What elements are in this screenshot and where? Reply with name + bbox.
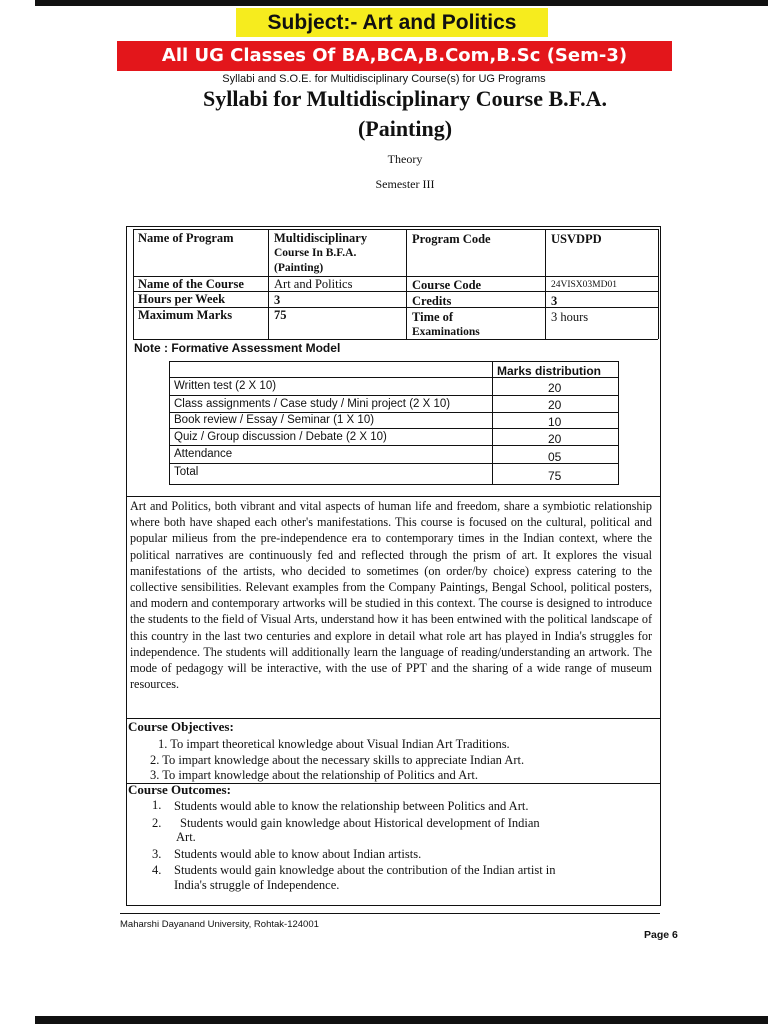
objective-item: 2. To impart knowledge about the necessary skills to appreciate Indian Art. — [150, 753, 525, 767]
time-of-exam-value: 3 hours — [551, 310, 589, 324]
course-name-value: Art and Politics — [274, 277, 353, 291]
assessment-row-marks: 20 — [548, 432, 562, 446]
footer-page-number: Page 6 — [644, 929, 678, 941]
marks-distribution-header: Marks distribution — [497, 364, 602, 378]
credits-label: Credits — [412, 294, 452, 308]
assessment-row-label: Attendance — [174, 448, 233, 460]
time-of-exam-label-1: Time of — [412, 310, 454, 324]
outcome-item: Students would able to know about Indian artists. — [174, 847, 422, 861]
outcome-item-continued: India's struggle of Independence. — [174, 878, 340, 892]
assessment-row-label: Written test (2 X 10) — [174, 380, 277, 392]
assessment-row-marks: 20 — [548, 398, 562, 412]
assessment-row-marks: 05 — [548, 450, 562, 464]
outcome-item: Students would gain knowledge about the contribution of the Indian artist in — [174, 863, 556, 877]
assessment-row-marks: 20 — [548, 381, 562, 395]
hours-label: Hours per Week — [138, 292, 226, 306]
name-of-program-label: Name of Program — [138, 231, 234, 245]
outcome-number: 4. — [152, 863, 162, 877]
syllabi-subheader: Syllabi and S.O.E. for Multidisciplinary Course(s) for UG Programs — [222, 73, 546, 85]
assessment-row-marks: 75 — [548, 469, 562, 483]
footer-university: Maharshi Dayanand University, Rohtak-124001 — [120, 919, 319, 930]
time-of-exam-label-2: Examinations — [412, 326, 480, 338]
page-title-line1: Syllabi for Multidisciplinary Course B.F.A. — [203, 86, 607, 111]
theory-label: Theory — [387, 152, 423, 166]
page-title-line2: (Painting) — [357, 116, 453, 141]
outcome-number: 3. — [152, 847, 162, 861]
assessment-row-label: Class assignments / Case study / Mini project (2 X 10) — [174, 398, 451, 410]
objective-item: 1. To impart theoretical knowledge about Visual Indian Art Traditions. — [158, 737, 510, 751]
outcomes-heading: Course Outcomes: — [128, 782, 231, 797]
assessment-note: Note : Formative Assessment Model — [134, 341, 341, 355]
outcome-item: Students would gain knowledge about Historical development of Indian — [180, 816, 540, 830]
semester-label: Semester III — [375, 177, 435, 191]
course-code-label: Course Code — [412, 278, 482, 292]
bottom-border-bar — [35, 1016, 768, 1024]
section-divider — [126, 496, 661, 497]
outcome-number: 2. — [152, 816, 162, 830]
top-border-bar — [35, 0, 768, 6]
objective-item: 3. To impart knowledge about the relationship of Politics and Art. — [150, 768, 479, 782]
outcome-item: Students would able to know the relationship between Politics and Art. — [174, 799, 529, 813]
subject-banner: Subject:- Art and Politics — [236, 8, 548, 37]
name-of-program-value-2: Course In B.F.A. — [274, 247, 357, 259]
outcome-number: 1. — [152, 798, 162, 812]
program-code-label: Program Code — [412, 232, 491, 246]
course-name-label: Name of the Course — [138, 277, 244, 291]
assessment-row-label: Total — [174, 466, 199, 478]
name-of-program-value-3: (Painting) — [274, 262, 324, 274]
name-of-program-value-1: Multidisciplinary — [274, 231, 368, 245]
footer-divider — [120, 913, 660, 914]
program-code-value: USVDPD — [551, 232, 602, 246]
classes-banner: All UG Classes Of BA,BCA,B.Com,B.Sc (Sem-3) — [117, 41, 672, 71]
objectives-heading: Course Objectives: — [128, 719, 234, 734]
assessment-row-label: Quiz / Group discussion / Debate (2 X 10) — [174, 431, 387, 443]
course-code-value: 24VISX03MD01 — [551, 280, 617, 290]
assessment-row-marks: 10 — [548, 415, 562, 429]
outcome-item-continued: Art. — [176, 830, 196, 844]
course-description: Art and Politics, both vibrant and vital aspects of human life and freedom, share a symbiotic relationship where both have shaped each other's manifestations. This course is focused on the cultural, political and popular milieus from the pre-independence era to contemporary times in the Indian context, where the political narratives are continuously fed and reflected through the prism of art. It explores the visual manifestations of the artists, who decided to sometimes (on order/by choice) express catering to the collective sensibilities. Relevant examples from the Company Paintings, Bengal School, political posters, and modern and contemporary artworks will be studied in this context. The course is designed to introduce the students to the field of Visual Arts, understand how it has been entwined with the political landscape of this country in the last two centuries and explore in detail what role art has played in India's struggles for independence. The students will additionally learn the language of reading/understanding an artwork. The mode of pedagogy will be interactive, with the use of PPT and the sharing of a wide range of museum resources. — [130, 499, 652, 692]
assessment-row-label: Book review / Essay / Seminar (1 X 10) — [174, 414, 375, 426]
hours-value: 3 — [274, 293, 281, 307]
max-marks-value: 75 — [274, 308, 287, 322]
max-marks-label: Maximum Marks — [138, 308, 233, 322]
credits-value: 3 — [551, 294, 558, 308]
